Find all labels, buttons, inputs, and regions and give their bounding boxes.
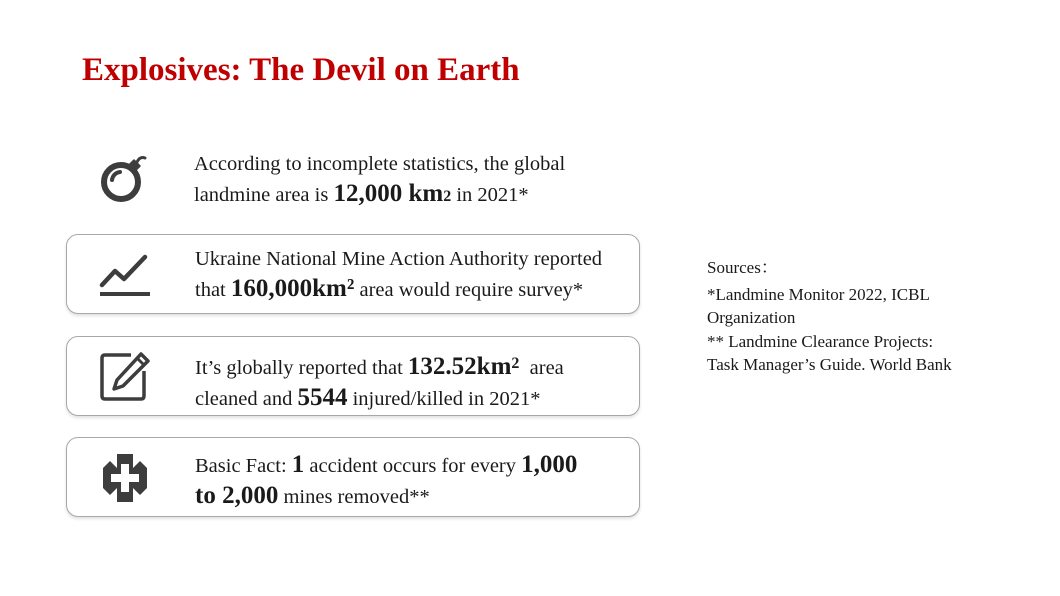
fact-text: According to incomplete statistics, the global landmine area is 12,000 km2 in 2021* bbox=[194, 153, 566, 207]
trend-chart-icon bbox=[97, 249, 153, 301]
medical-cross-icon bbox=[97, 452, 153, 504]
page-title: Explosives: The Devil on Earth bbox=[82, 52, 520, 88]
fact-text: Ukraine National Mine Action Authority reported that 160,000km² area would require survey* bbox=[195, 248, 603, 302]
fact-item-cleaned-area bbox=[66, 336, 640, 416]
edit-note-icon bbox=[97, 351, 153, 403]
sources-block bbox=[707, 256, 1047, 377]
fact-text: Basic Fact: 1 accident occurs for every 1,000 to 2,000 mines removed** bbox=[195, 451, 578, 509]
fact-item-ukraine-survey bbox=[66, 234, 640, 314]
bomb-icon bbox=[96, 152, 152, 204]
fact-item-accident-rate bbox=[66, 437, 640, 517]
source-line: ** Landmine Clearance Projects: bbox=[707, 331, 934, 351]
source-line: Task Manager’s Guide. World Bank bbox=[707, 355, 952, 374]
sources-heading: Sources： bbox=[707, 258, 778, 277]
fact-item-global-area bbox=[66, 138, 640, 218]
source-line: *Landmine Monitor 2022, ICBL bbox=[707, 284, 930, 304]
fact-text: It’s globally reported that $132.52km^2$ area cleaned and 5544 injured/killed in 2021* bbox=[195, 353, 564, 411]
source-line: Organization bbox=[707, 308, 796, 327]
